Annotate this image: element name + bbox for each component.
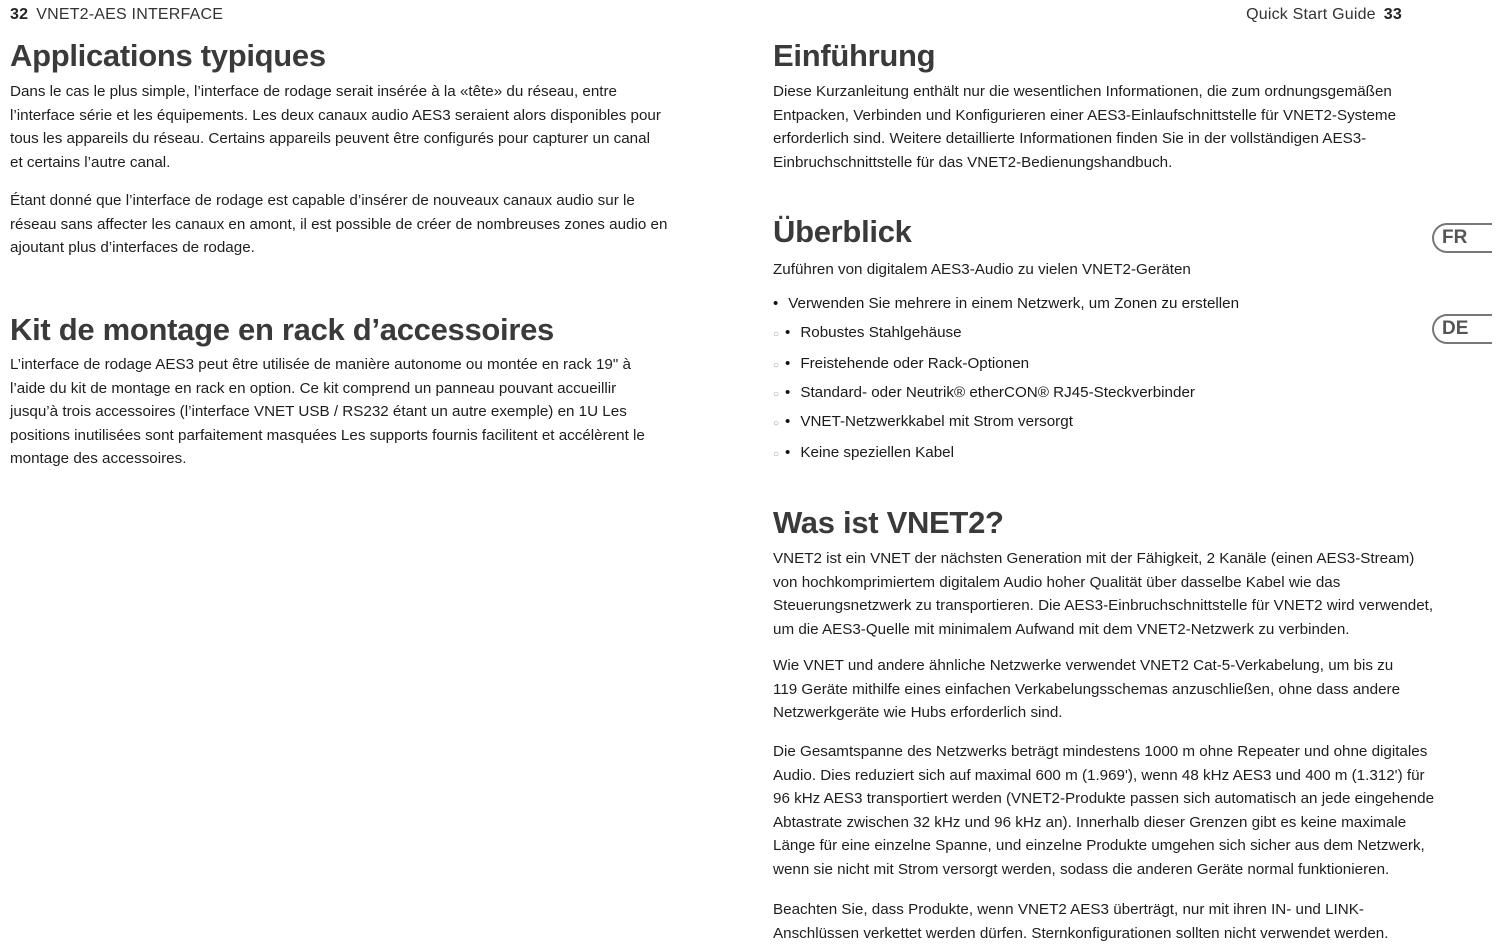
list-item-text: Robustes Stahlgehäuse [800, 324, 962, 341]
text-line: Étant donné que l’interface de rodage est capable d’insérer de nouveaux canaux audio sur le [10, 192, 635, 209]
right-header-title: Quick Start Guide [1246, 6, 1376, 23]
bullet-icon: • [785, 324, 791, 341]
list-item-text: Keine speziellen Kabel [800, 444, 954, 461]
text-line: von hochkomprimiertem digitalem Audio hoher Qualität über dasselbe Kabel wie das [773, 573, 1341, 591]
text-line: Dans le cas le plus simple, l’interface de rodage serait insérée à la «tête» du réseau, entre [10, 83, 618, 100]
text-line: Zuführen von digitalem AES3-Audio zu vielen VNET2-Geräten [773, 261, 1191, 278]
circle-marker-icon: ○ [773, 360, 781, 371]
list-item-text: Standard- oder Neutrik® etherCON® RJ45-Steckverbinder [800, 384, 1195, 401]
text-line: Wie VNET und andere ähnliche Netzwerke verwendet VNET2 Cat-5-Verkabelung, um bis zu [773, 657, 1394, 674]
right-page-number: 33 [1383, 6, 1402, 23]
text-line: et certains l’autre canal. [10, 153, 171, 171]
text-line: Anschlüssen verkettet werden dürfen. Sternkonfigurationen sollten nicht verwendet werden. [773, 924, 1389, 942]
text-line: Steuerungsnetzwerk zu transportieren. Die AES3-Einbruchschnittstelle für VNET2 wird verwendet, [773, 597, 1434, 615]
bullet-icon: • [785, 384, 791, 401]
bullet-icon: • [785, 413, 791, 430]
text-line: réseau sans affecter les canaux en amont, il est possible de créer de nombreuses zones audio en [10, 215, 668, 233]
left-header-title: VNET2-AES INTERFACE [36, 6, 224, 23]
text-line: Diese Kurzanleitung enthält nur die wesentlichen Informationen, die zum ordnungsgemäßen [773, 83, 1392, 100]
text-line: Beachten Sie, dass Produkte, wenn VNET2 AES3 überträgt, nur mit ihren IN- und LINK- [773, 901, 1364, 918]
heading-rack-kit: Kit de montage en rack d’accessoires [10, 312, 554, 347]
text-line: Netzwerkgeräte wie Hubs erforderlich sind. [773, 704, 1063, 722]
list-item [773, 384, 1195, 401]
paragraph-vnet2-2 [773, 654, 1400, 725]
heading-ueberblick: Überblick [773, 214, 912, 249]
language-tab-fr[interactable]: FR [1432, 223, 1492, 253]
left-page-header [10, 6, 223, 24]
list-item-text: Freistehende oder Rack-Optionen [800, 355, 1030, 372]
text-line: Abtastrate zwischen 32 kHz und 96 kHz an). Innerhalb dieser Grenzen gibt es keine maximale [773, 813, 1407, 831]
paragraph-applications-2 [10, 189, 667, 260]
list-item [773, 324, 962, 341]
text-line: VNET2 ist ein VNET der nächsten Generation mit der Fähigkeit, 2 Kanäle (einen AES3-Stream) [773, 550, 1415, 567]
text-line: Einbruchschnittstelle für das VNET2-Bedienungshandbuch. [773, 153, 1173, 171]
list-item [773, 295, 1239, 312]
text-line: Audio. Dies reduziert sich auf maximal 600 m (1.969'), wenn 48 kHz AES3 und 400 m (1.312') für [773, 766, 1425, 784]
text-line: 96 kHz AES3 transportiert werden (VNET2-Produkte passen sich automatisch an jede eingehende [773, 790, 1435, 808]
text-line: ajoutant plus d’interfaces de rodage. [10, 239, 255, 257]
text-line: l’interface série et les équipements. Les deux canaux audio AES3 seraient alors disponibles pour [10, 106, 661, 124]
text-line: um die AES3-Quelle mit minimalem Aufwand mit dem VNET2-Netzwerk zu verbinden. [773, 620, 1350, 638]
list-item [773, 355, 1029, 372]
list-item [773, 444, 954, 461]
bullet-icon: • [785, 355, 791, 372]
text-line: 119 Geräte mithilfe eines einfachen Verkabelungsschemas anzuschließen, ohne dass andere [773, 680, 1401, 698]
paragraph-rack-kit [10, 353, 645, 471]
text-line: Länge für eine einzelne Spanne, und einzelne Produkte umgehen sich sicher aus dem Netzwerk, [773, 837, 1425, 855]
text-line: Die Gesamtspanne des Netzwerks beträgt mindestens 1000 m ohne Repeater und ohne digitales [773, 743, 1428, 760]
circle-marker-icon: ○ [773, 449, 781, 460]
heading-applications: Applications typiques [10, 38, 326, 73]
heading-was-ist-vnet2: Was ist VNET2? [773, 505, 1004, 540]
paragraph-vnet2-1 [773, 547, 1433, 641]
text-line: l’aide du kit de montage en rack en option. Ce kit comprend un panneau pouvant accueillir [10, 379, 617, 397]
text-line: L’interface de rodage AES3 peut être utilisée de manière autonome ou montée en rack 19" à [10, 356, 631, 373]
bullet-icon: • [785, 444, 791, 461]
circle-marker-icon: ○ [773, 418, 781, 429]
text-line: jusqu’à trois accessoires (l’interface VNET USB / RS232 étant un autre exemple) en 1U Les [10, 403, 627, 421]
text-line: montage des accessoires. [10, 450, 187, 468]
paragraph-applications-1 [10, 80, 661, 174]
list-item-text: Verwenden Sie mehrere in einem Netzwerk, um Zonen zu erstellen [788, 295, 1240, 312]
heading-einfuehrung: Einführung [773, 38, 936, 73]
circle-marker-icon: ○ [773, 389, 781, 400]
bullet-icon: • [773, 295, 779, 312]
language-tab-de[interactable]: DE [1432, 314, 1492, 344]
circle-marker-icon: ○ [773, 329, 781, 340]
text-line: wenn sie nicht mit Strom versorgt werden, sodass die anderen Geräte normal funktionieren. [773, 860, 1390, 878]
text-line: tous les appareils du réseau. Certains appareils peuvent être configurés pour capturer un canal [10, 130, 650, 148]
overview-subtitle [773, 258, 1191, 282]
list-item [773, 413, 1073, 430]
list-item-text: VNET-Netzwerkkabel mit Strom versorgt [800, 413, 1073, 430]
right-page-header [1246, 6, 1402, 24]
text-line: Entpacken, Verbinden und Konfigurieren einer AES3-Einlaufschnittstelle für VNET2-Systeme [773, 106, 1397, 124]
text-line: erforderlich sind. Weitere detaillierte Informationen finden Sie in der vollständigen AES3- [773, 130, 1367, 148]
paragraph-einfuehrung [773, 80, 1396, 174]
text-line: positions inutilisées sont parfaitement masquées Les supports fournis facilitent et accélèrent le [10, 426, 645, 444]
paragraph-vnet2-4 [773, 898, 1388, 945]
left-page-number: 32 [10, 6, 29, 23]
paragraph-vnet2-3 [773, 740, 1434, 882]
